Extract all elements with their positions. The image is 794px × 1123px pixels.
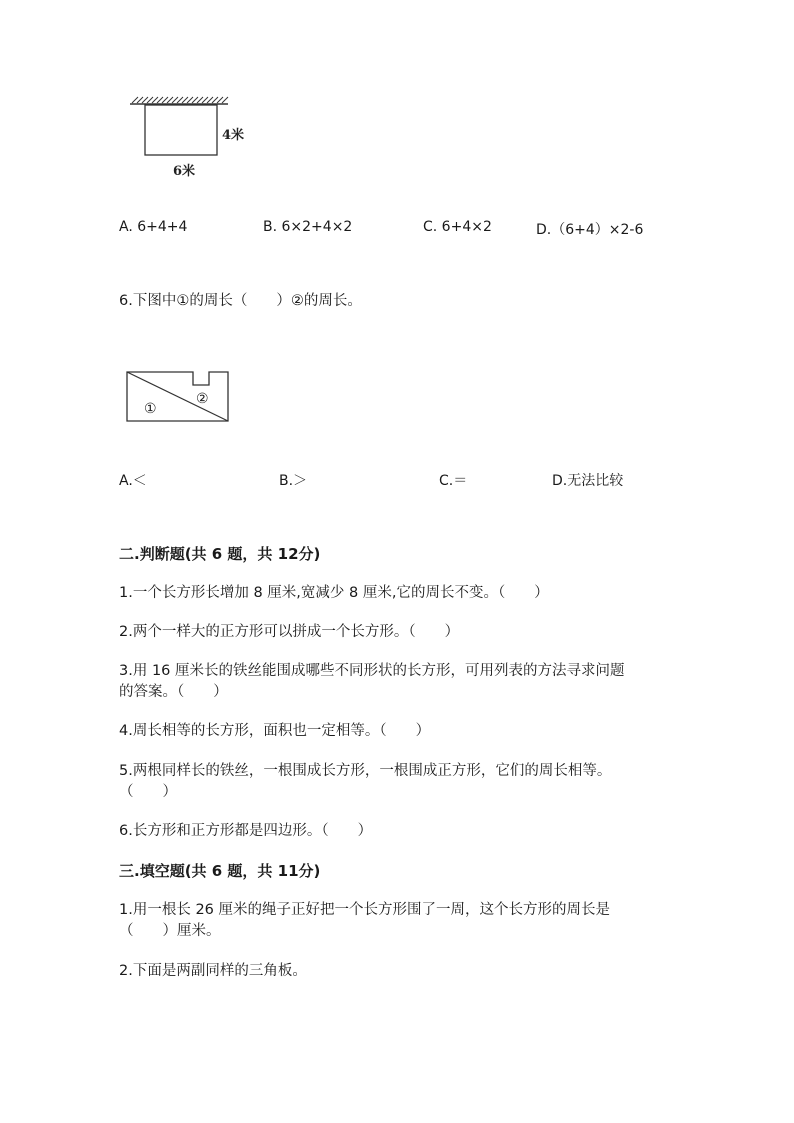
judge-item-2: 2.两个一样大的正方形可以拼成一个长方形。（ ） [119,624,460,640]
judge-item-3-cont: 的答案。（ ） [119,684,228,700]
hanging-rectangle [145,105,217,155]
width-label: 6米 [173,164,196,179]
judge-item-4: 4.周长相等的长方形，面积也一定相等。（ ） [119,723,431,739]
judge-item-5-cont: （ ） [119,784,177,800]
judge-item-5: 5.两根同样长的铁丝，一根围成长方形，一根围成正方形，它们的周长相等。 [119,763,612,779]
region-2-label: ② [196,391,209,407]
q6-option-a[interactable]: A.＜ [119,473,147,489]
diagonal-cut [127,372,228,421]
q5-option-d[interactable]: D.（6+4）×2-6 [536,222,644,238]
judge-item-3: 3.用 16 厘米长的铁丝能围成哪些不同形状的长方形，可用列表的方法寻求问题 [119,663,625,679]
q6-stem: 6.下图中①的周长（ ）②的周长。 [119,293,362,309]
q5-option-a[interactable]: A. 6+4+4 [119,219,188,235]
fill-item-1: 1.用一根长 26 厘米的绳子正好把一个长方形围了一周，这个长方形的周长是 [119,902,611,918]
q6-option-b[interactable]: B.＞ [279,473,308,489]
judge-item-6: 6.长方形和正方形都是四边形。（ ） [119,823,373,839]
section-3-title: 三.填空题(共 6 题，共 11分) [119,862,321,880]
section-2-title: 二.判断题(共 6 题，共 12分) [119,545,321,563]
q5-option-c[interactable]: C. 6+4×2 [423,219,492,235]
fill-item-1-cont: （ ）厘米。 [119,923,221,939]
figure-rectangle-hanging [120,92,250,178]
height-label: 4米 [222,128,245,143]
judge-item-1: 1.一个长方形长增加 8 厘米,宽减少 8 厘米,它的周长不变。（ ） [119,585,549,601]
fill-item-2: 2.下面是两副同样的三角板。 [119,963,307,979]
region-1-label: ① [144,401,157,417]
figure-split-rectangle [122,365,234,427]
q5-option-b[interactable]: B. 6×2+4×2 [263,219,353,235]
q6-option-d[interactable]: D.无法比较 [552,473,624,489]
split-rectangle-diagram [122,365,234,427]
q6-option-c[interactable]: C.＝ [439,473,468,489]
